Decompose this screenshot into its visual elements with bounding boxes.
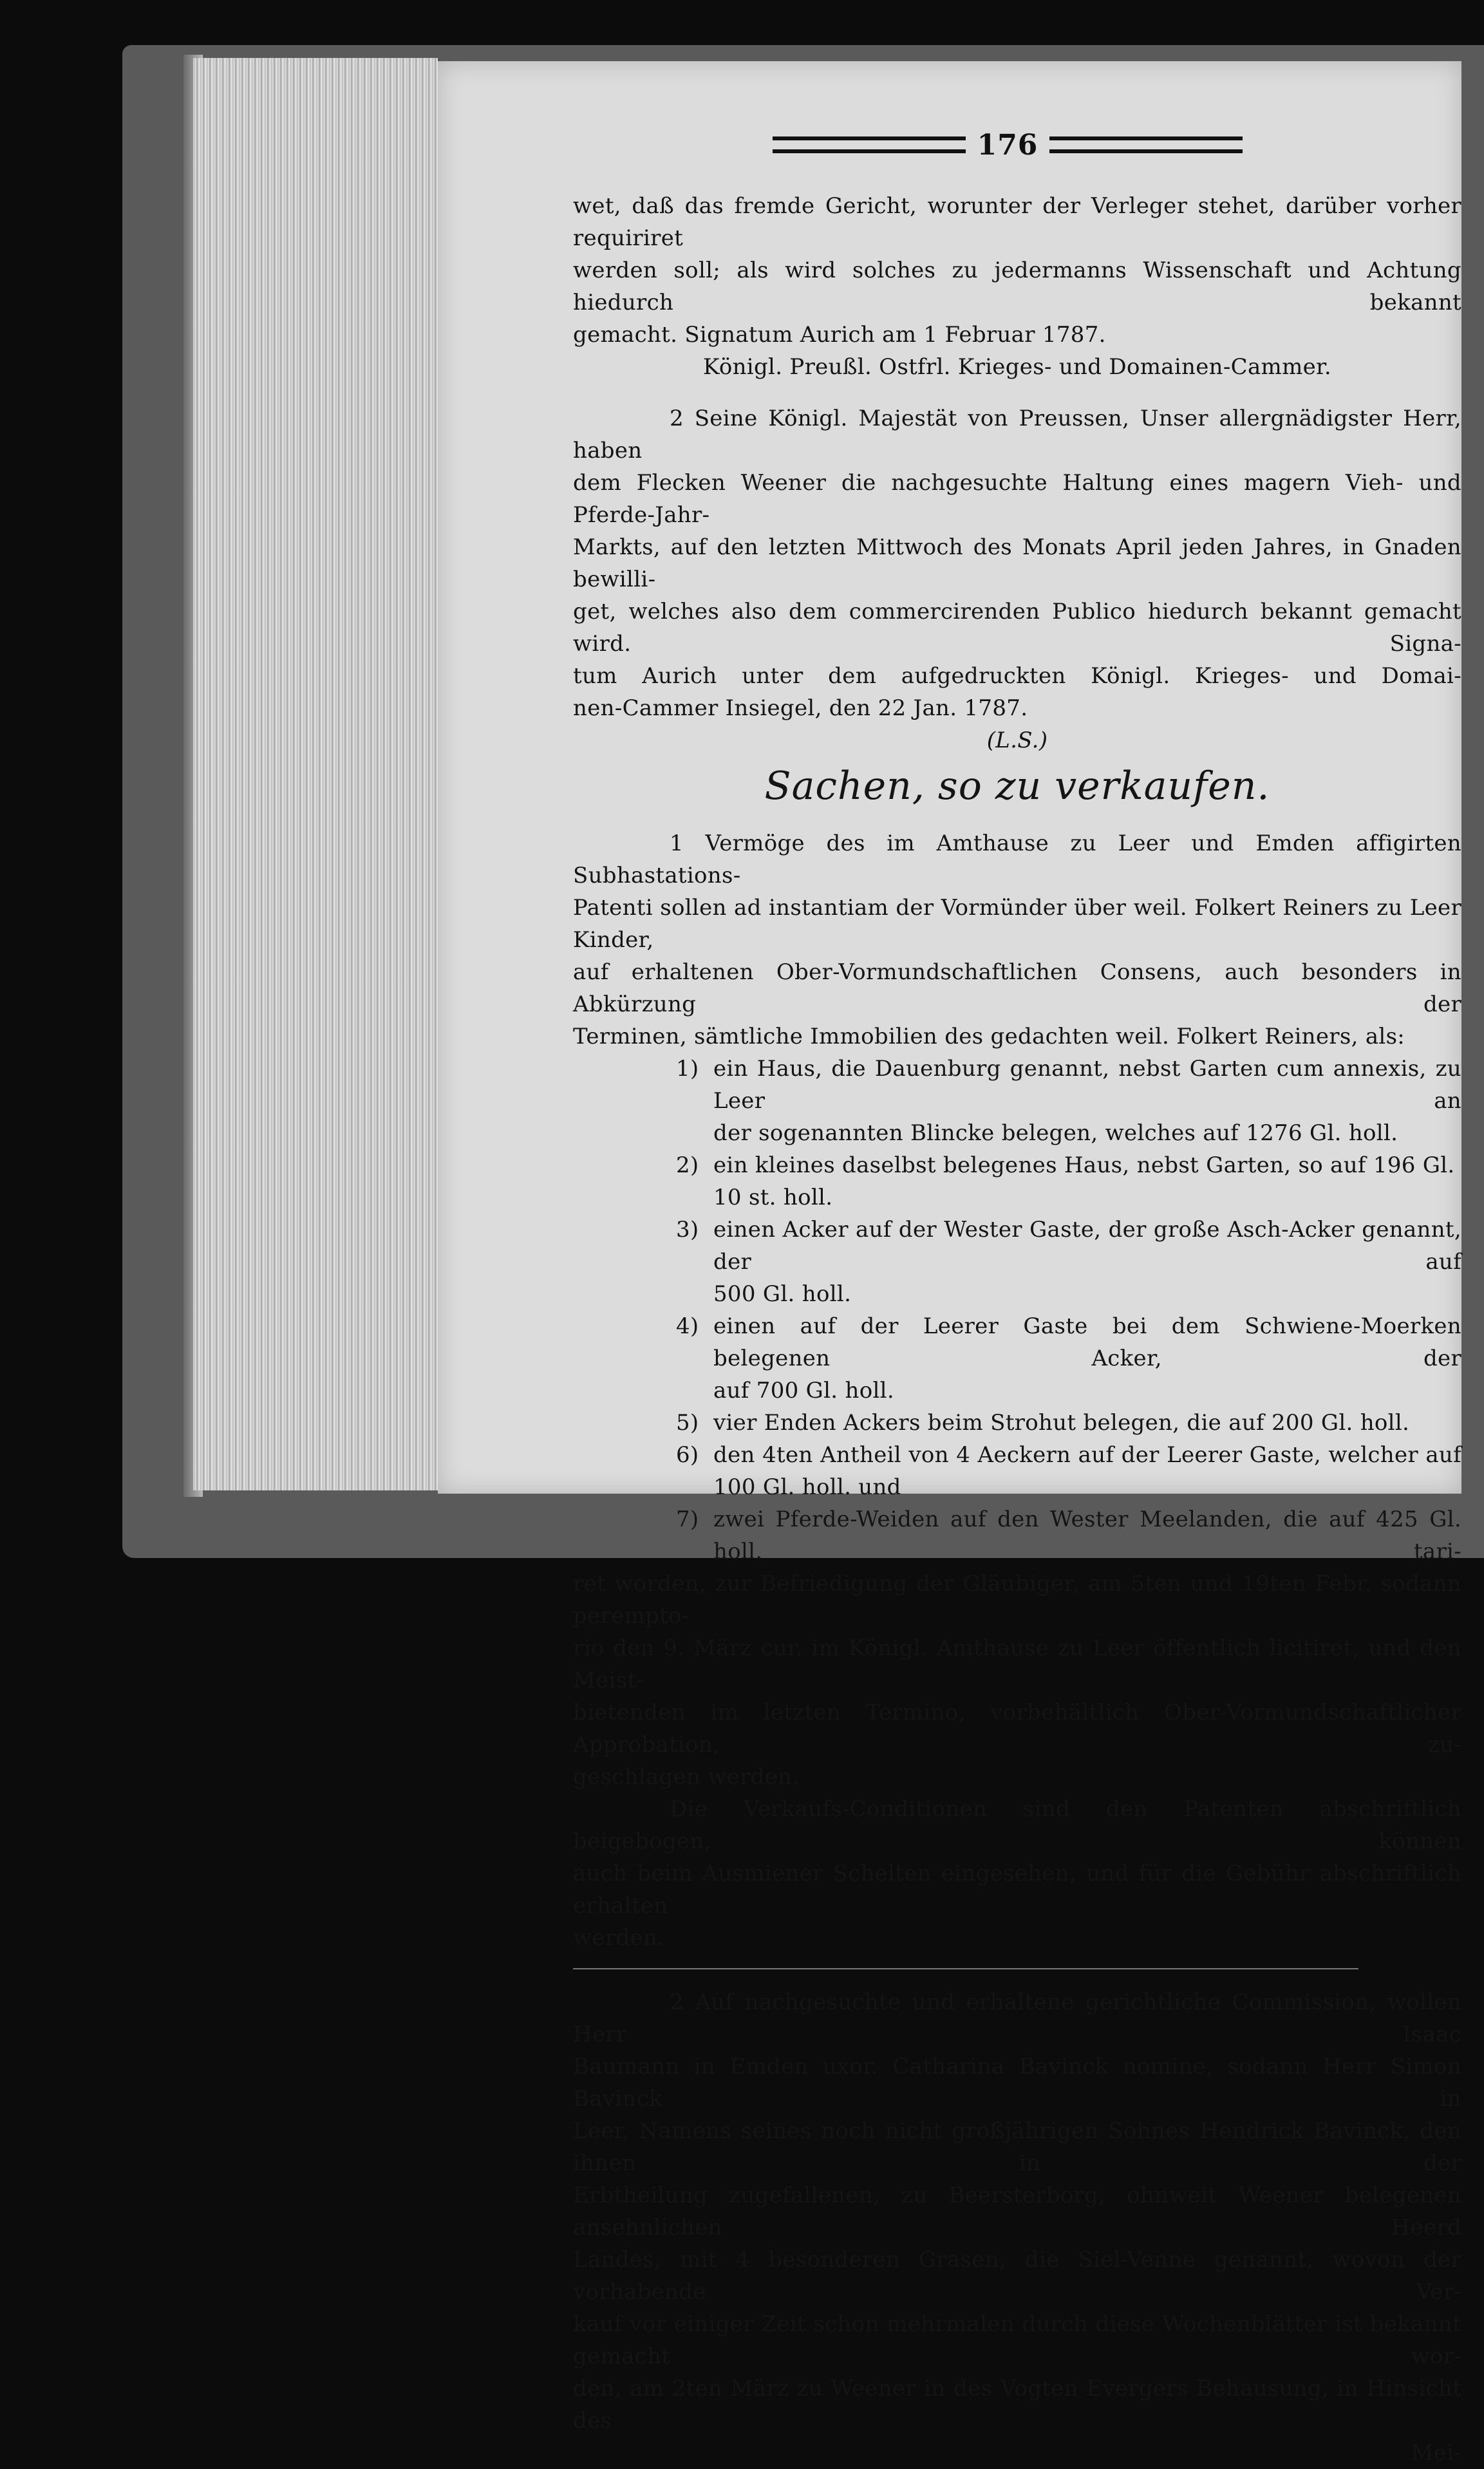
text-line: 500 Gl. holl. bbox=[713, 1281, 852, 1307]
text-line: bietenden im letzten Termino, vorbehältlich Ober-Vormundschaftlicher Approbation, zu- bbox=[573, 1700, 1461, 1758]
section-heading: Sachen, so zu verkaufen. bbox=[764, 764, 1270, 809]
list-item bbox=[676, 1053, 1461, 1149]
text-line: Landes, mit 4 besonderen Grasen, die Siel-Venne genannt, wovon der vorhabende Ver- bbox=[573, 2247, 1461, 2305]
page-number: 176 bbox=[977, 128, 1038, 162]
text-line: nen-Cammer Insiegel, den 22 Jan. 1787. bbox=[573, 695, 1028, 721]
text-line: einen Acker auf der Wester Gaste, der große Asch-Acker genannt, der auf bbox=[713, 1217, 1461, 1275]
catchword: Mei- bbox=[1411, 2440, 1461, 2466]
text-line: 2 Seine Königl. Majestät von Preussen, Unser allergnädigster Herr, haben bbox=[573, 406, 1461, 464]
text-line: ein Haus, die Dauenburg genannt, nebst Garten cum annexis, zu Leer an bbox=[713, 1056, 1461, 1114]
header-rule-right bbox=[1049, 136, 1243, 153]
text-line: ein kleines daselbst belegenes Haus, nebst Garten, so auf 196 Gl. 10 st. holl. bbox=[713, 1152, 1455, 1210]
text-line: der sogenannten Blincke belegen, welches auf 1276 Gl. holl. bbox=[713, 1120, 1398, 1146]
list-item bbox=[676, 1310, 1461, 1407]
text-line: wet, daß das fremde Gericht, worunter der Verleger stehet, darüber vorher requiriret bbox=[573, 193, 1461, 251]
list-item bbox=[676, 1407, 1461, 1439]
list-item bbox=[676, 1439, 1461, 1503]
list-item-number: 6) bbox=[676, 1442, 699, 1468]
list-item-number: 4) bbox=[676, 1313, 699, 1339]
book-fore-edge bbox=[193, 58, 439, 1490]
list-item bbox=[676, 1503, 1461, 1568]
text-line: werden. bbox=[573, 1925, 665, 1951]
text-line: den 4ten Antheil von 4 Aeckern auf der Leerer Gaste, welcher auf bbox=[713, 1442, 1461, 1468]
text-line: gemacht. Signatum Aurich am 1 Februar 1787. bbox=[573, 322, 1106, 348]
text-line: 100 Gl. holl. und bbox=[713, 1474, 901, 1500]
text-line: Terminen, sämtliche Immobilien des gedachten weil. Folkert Reiners, als: bbox=[573, 1024, 1405, 1049]
text-line: get, welches also dem commercirenden Publico hiedurch bekannt gemacht wird. Signa- bbox=[573, 599, 1461, 657]
list-item-number: 7) bbox=[676, 1507, 699, 1532]
list-item-number: 1) bbox=[676, 1056, 699, 1082]
text-line: auch beim Ausmiener Schelten eingesehen, und für die Gebühr abschriftlich erhalten bbox=[573, 1861, 1461, 1919]
sale-1 bbox=[573, 827, 1461, 1954]
text-line: tum Aurich unter dem aufgedruckten Königl. Krieges- und Domai- bbox=[573, 663, 1461, 689]
header-rule-left bbox=[773, 136, 966, 153]
text-line: auf erhaltenen Ober-Vormundschaftlichen Consens, auch besonders in Abkürzung der bbox=[573, 959, 1461, 1017]
text-line: kauf vor einiger Zeit schon mehrmalen durch diese Wochenblätter ist bekannt gemacht wor- bbox=[573, 2311, 1461, 2369]
page-text bbox=[573, 190, 1461, 2469]
text-line: vier Enden Ackers beim Strohut belegen, die auf 200 Gl. holl. bbox=[713, 1410, 1410, 1436]
text-line: Patenti sollen ad instantiam der Vormünder über weil. Folkert Reiners zu Leer Kinder, bbox=[573, 895, 1461, 953]
list-item bbox=[676, 1214, 1461, 1310]
text-line: dem Flecken Weener die nachgesuchte Haltung eines magern Vieh- und Pferde-Jahr- bbox=[573, 470, 1461, 528]
section-divider bbox=[573, 1968, 1358, 1969]
notice-2 bbox=[573, 402, 1461, 756]
sale-2 bbox=[573, 1986, 1461, 2469]
text-line: auf 700 Gl. holl. bbox=[713, 1378, 894, 1403]
text-line: 2 Auf nachgesuchte und erhaltene gerichtliche Commission, wollen Herr Isaac bbox=[573, 1989, 1461, 2047]
text-line: werden soll; als wird solches zu jedermanns Wissenschaft und Achtung hiedurch bekannt bbox=[573, 258, 1461, 315]
text-line: ret worden, zur Befriedigung der Gläubiger, am 5ten und 19ten Febr. sodann perempto- bbox=[573, 1571, 1461, 1629]
notice-1 bbox=[573, 190, 1461, 383]
text-line: zwei Pferde-Weiden auf den Wester Meelanden, die auf 425 Gl. holl. tari- bbox=[713, 1507, 1461, 1564]
text-line: 1 Vermöge des im Amthause zu Leer und Emden affigirten Subhastations- bbox=[573, 831, 1461, 888]
text-line: Die Verkaufs-Conditionen sind den Patenten abschriftlich beigebogen, können bbox=[573, 1796, 1461, 1854]
text-line: einen auf der Leerer Gaste bei dem Schwiene-Moerken belegenen Acker, der bbox=[713, 1313, 1461, 1371]
text-line: Markts, auf den letzten Mittwoch des Monats April jeden Jahres, in Gnaden bewilli- bbox=[573, 534, 1461, 592]
seal-mark: (L.S.) bbox=[986, 728, 1048, 753]
text-line: Erbtheilung zugefallenen, zu Beersterborg, ohnweit Weener belegenen ansehnlichen Heerd bbox=[573, 2183, 1461, 2240]
notice-1-signature: Königl. Preußl. Ostfrl. Krieges- und Domainen-Cammer. bbox=[703, 354, 1331, 380]
list-item-number: 3) bbox=[676, 1217, 699, 1243]
list-item-number: 5) bbox=[676, 1410, 699, 1436]
text-line: rio den 9. März cur. im Königl. Amthause zu Leer öffentlich licitiret, und den Meist- bbox=[573, 1635, 1461, 1693]
text-line: Baumann in Emden uxor. Catharina Bavinck nomine, sodann Herr Simon Bavinck in bbox=[573, 2054, 1461, 2112]
property-list bbox=[676, 1053, 1461, 1568]
text-line: Leer, Namens seines noch nicht großjährigen Sohnes Hendrick Bavinck, den ihnen in der bbox=[573, 2118, 1461, 2176]
list-item bbox=[676, 1149, 1461, 1214]
list-item-number: 2) bbox=[676, 1152, 699, 1178]
text-line: den, am 2ten März zu Weener in des Vogten Evergers Behausung, in Hinsicht des bbox=[573, 2376, 1461, 2434]
page-header bbox=[773, 126, 1243, 164]
text-line: geschlagen werden. bbox=[573, 1764, 800, 1790]
